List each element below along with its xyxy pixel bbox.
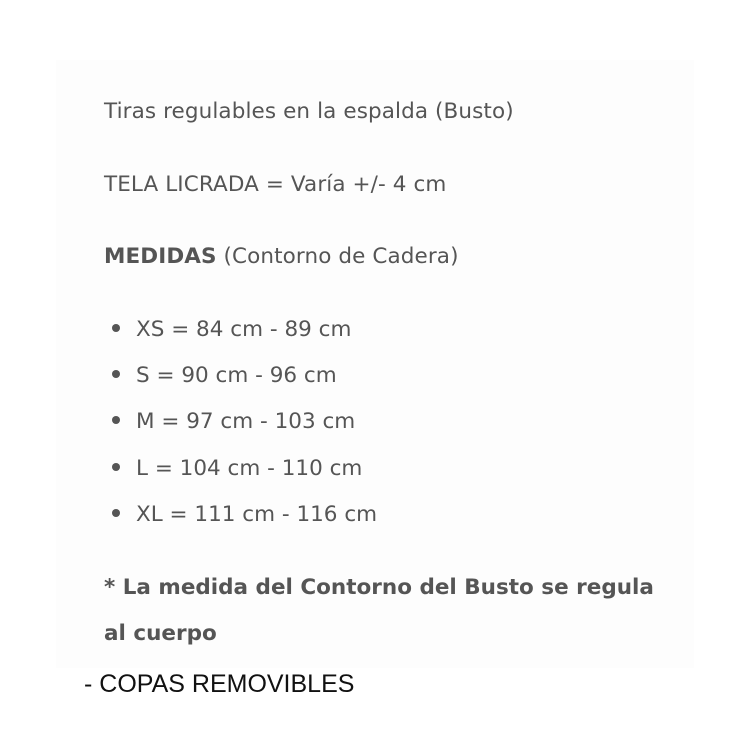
size-item-m (112, 409, 355, 434)
size-text: XL = 111 cm - 116 cm (136, 502, 378, 527)
straps-text: Tiras regulables en la espalda (Busto) (104, 99, 514, 124)
size-item-l (112, 456, 362, 481)
removable-cups-note: - COPAS REMOVIBLES (84, 670, 355, 698)
measures-label: MEDIDAS (104, 244, 217, 269)
bust-note-line-1: * La medida del Contorno del Busto se regula (104, 575, 654, 600)
size-text: L = 104 cm - 110 cm (136, 456, 363, 481)
size-item-xs (112, 317, 351, 342)
measures-heading (104, 244, 459, 269)
size-item-xl (112, 502, 377, 527)
measures-subtitle: (Contorno de Cadera) (216, 244, 459, 269)
bullet-icon (112, 509, 120, 517)
bullet-icon (112, 463, 120, 471)
bust-note-line-2: al cuerpo (104, 621, 217, 646)
size-text: XS = 84 cm - 89 cm (136, 317, 352, 342)
size-item-s (112, 363, 337, 388)
bullet-icon (112, 324, 120, 332)
size-text: S = 90 cm - 96 cm (136, 363, 337, 388)
bullet-icon (112, 416, 120, 424)
fabric-text: TELA LICRADA = Varía +/- 4 cm (104, 172, 447, 197)
bullet-icon (112, 370, 120, 378)
size-text: M = 97 cm - 103 cm (136, 409, 356, 434)
